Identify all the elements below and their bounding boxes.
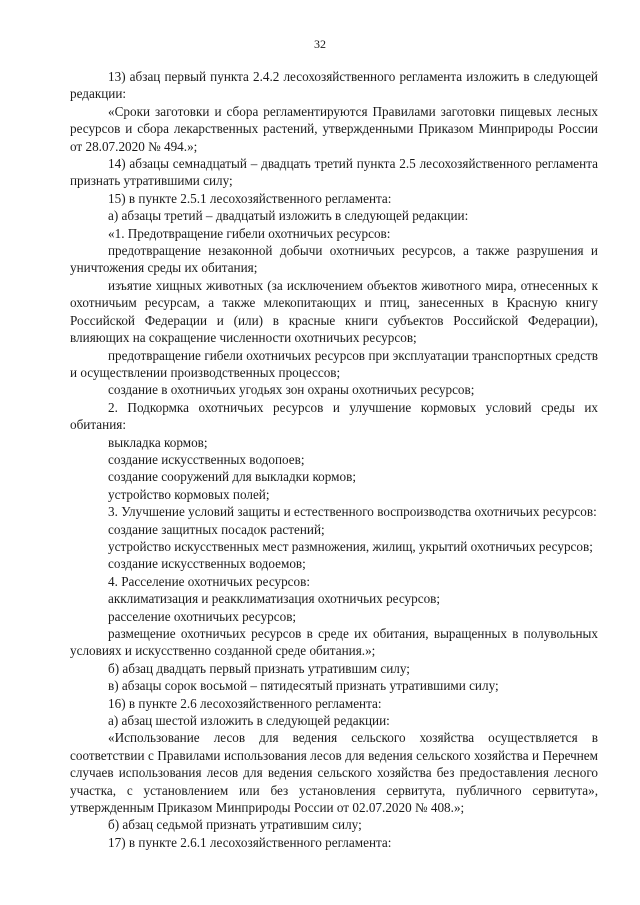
paragraph: 2. Подкормка охотничьих ресурсов и улучшение кормовых условий среды их обитания:: [70, 399, 598, 433]
page-number: 32: [314, 37, 326, 51]
paragraph: размещение охотничьих ресурсов в среде их обитания, выращенных в полувольных условиях и искусственно созданной среде обитания.»;: [70, 626, 598, 659]
paragraph: а) абзац шестой изложить в следующей редакции:: [108, 713, 390, 729]
paragraph: устройство кормовых полей;: [108, 486, 270, 502]
paragraph: 13) абзац первый пункта 2.4.2 лесохозяйственного регламента изложить в следующей редакции:: [70, 69, 598, 102]
paragraph: создание искусственных водопоев;: [108, 451, 305, 467]
paragraph: создание сооружений для выкладки кормов;: [108, 469, 356, 485]
paragraph: 17) в пункте 2.6.1 лесохозяйственного регламента:: [108, 834, 392, 850]
paragraph: предотвращение гибели охотничьих ресурсов при эксплуатации транспортных средств и осуществлении производственных процессов;: [70, 347, 598, 380]
paragraph: «Использование лесов для ведения сельского хозяйства осуществляется в соответствии с Правилами использования лесов для ведения сельского хозяйства и Перечнем случаев использования лесов для ведения сельского хозяйства без предоставления лесного участка, с установлением или без установления сервитута, публичного сервитута», утвержденным Приказом Минприроды России от 02.07.2020 № 408.»;: [70, 730, 598, 816]
paragraph: создание искусственных водоемов;: [108, 556, 306, 572]
paragraph: создание защитных посадок растений;: [108, 521, 325, 537]
paragraph: в) абзацы сорок восьмой – пятидесятый признать утратившими силу;: [108, 678, 499, 694]
paragraph: 14) абзацы семнадцатый – двадцать третий пункта 2.5 лесохозяйственного регламента признать утратившими силу;: [70, 156, 598, 189]
paragraph: предотвращение незаконной добычи охотничьих ресурсов, а также разрушения и уничтожения среды их обитания;: [70, 243, 598, 276]
paragraph: расселение охотничьих ресурсов;: [108, 608, 297, 624]
paragraph: 4. Расселение охотничьих ресурсов:: [108, 573, 311, 589]
paragraph: выкладка кормов;: [108, 434, 208, 450]
paragraph: создание в охотничьих угодьях зон охраны охотничьих ресурсов;: [108, 382, 475, 398]
paragraph: устройство искусственных мест размножения, жилищ, укрытий охотничьих ресурсов;: [108, 538, 593, 554]
paragraph: б) абзац седьмой признать утратившим силу;: [108, 817, 362, 833]
paragraph: 3. Улучшение условий защиты и естественного воспроизводства охотничьих ресурсов:: [108, 504, 597, 520]
paragraph: «1. Предотвращение гибели охотничьих ресурсов:: [108, 225, 391, 241]
paragraph: б) абзац двадцать первый признать утратившим силу;: [108, 660, 410, 676]
paragraph: а) абзацы третий – двадцатый изложить в следующей редакции:: [108, 208, 469, 224]
paragraph: 16) в пункте 2.6 лесохозяйственного регламента:: [108, 695, 382, 711]
paragraph: акклиматизация и реакклиматизация охотничьих ресурсов;: [108, 591, 441, 607]
paragraph: «Сроки заготовки и сбора регламентируются Правилами заготовки пищевых лесных ресурсов и сбора лекарственных растений, утвержденными Приказом Минприроды России от 28.07.2020 № 494.»;: [70, 103, 598, 154]
paragraph: 15) в пункте 2.5.1 лесохозяйственного регламента:: [108, 190, 392, 206]
paragraph: изъятие хищных животных (за исключением объектов животного мира, отнесенных к охотничьим ресурсам, а также млекопитающих и птиц, занесенных в Красную книгу Российской Федерации и (или) в красные книги субъектов Российской Федерации), влияющих на сокращение численности охотничьих ресурсов;: [70, 277, 598, 346]
document-body: [70, 68, 598, 851]
